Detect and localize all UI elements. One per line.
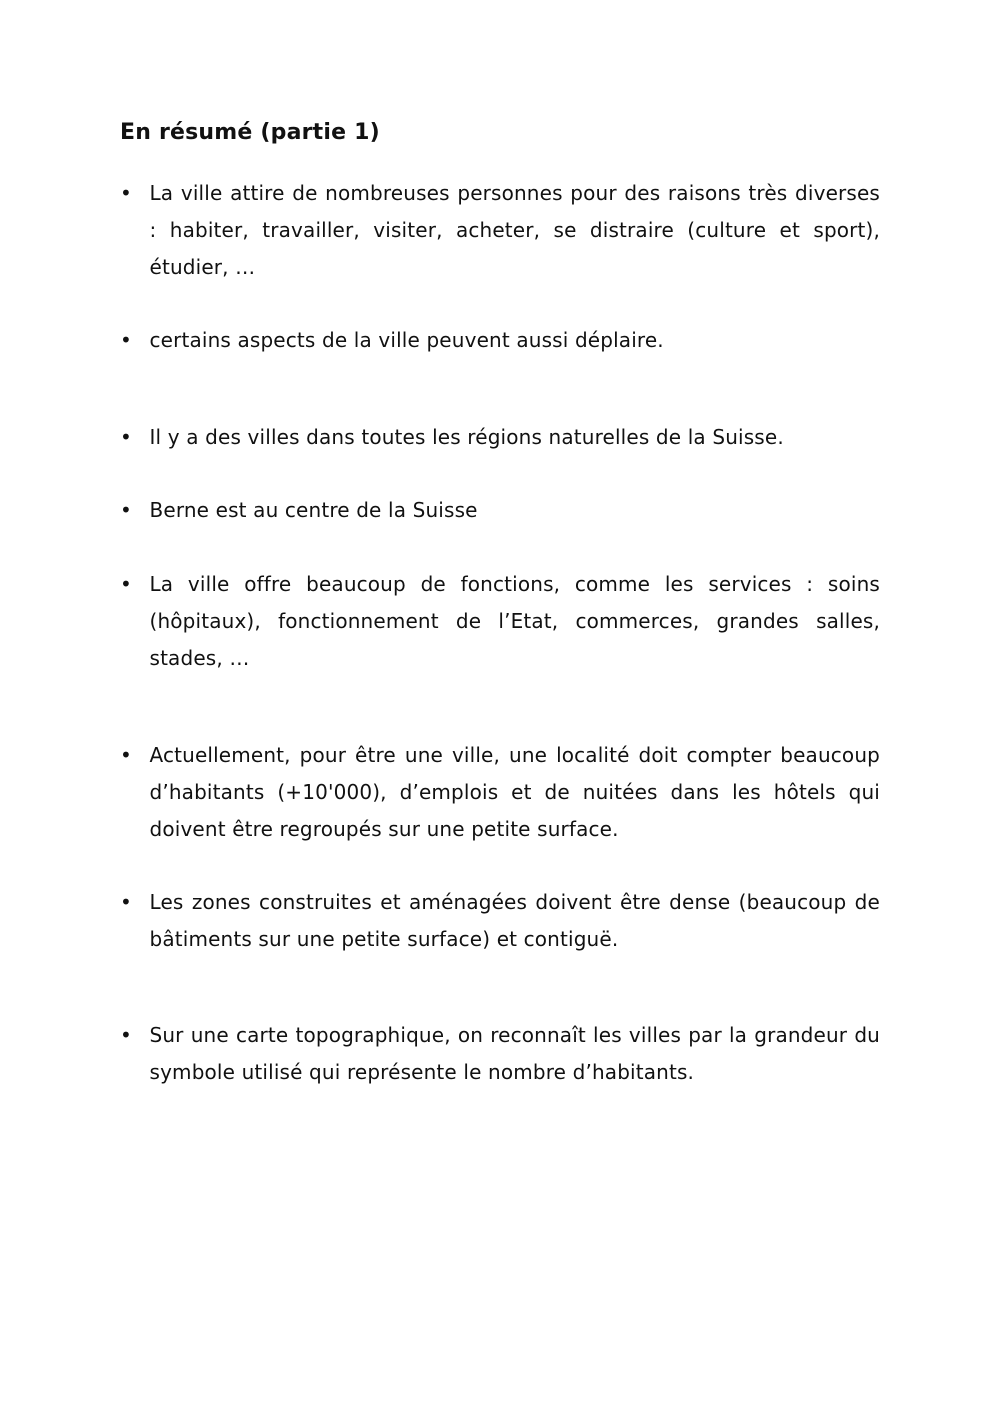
list-item: [120, 1017, 880, 1091]
list-item: [120, 884, 880, 958]
list-item-text: La ville offre beaucoup de fonctions, comme les services : soins (hôpitaux), fonctionnement de l’Etat, commerces, grandes salles, stades, …: [149, 572, 880, 670]
list-item: [120, 492, 880, 529]
bullet-icon: •: [120, 890, 132, 914]
list-item: [120, 566, 880, 677]
bullet-icon: •: [120, 425, 132, 449]
list-item-text: Il y a des villes dans toutes les régions naturelles de la Suisse.: [149, 425, 784, 449]
list-item-text: Actuellement, pour être une ville, une localité doit compter beaucoup d’habitants (+10'000), d’emplois et de nuitées dans les hôtels qui doivent être regroupés sur une petite surface.: [149, 743, 880, 841]
list-item-text: Sur une carte topographique, on reconnaît les villes par la grandeur du symbole utilisé qui représente le nombre d’habitants.: [149, 1023, 880, 1084]
bullet-icon: •: [120, 743, 132, 767]
bullet-icon: •: [120, 572, 132, 596]
list-item: [120, 175, 880, 286]
bullet-icon: •: [120, 328, 132, 352]
page-title: En résumé (partie 1): [120, 120, 380, 145]
list-item-text: Berne est au centre de la Suisse: [149, 498, 478, 522]
list-item-text: Les zones construites et aménagées doivent être dense (beaucoup de bâtiments sur une petite surface) et contiguë.: [149, 890, 880, 951]
bullet-icon: •: [120, 1023, 132, 1047]
list-item: [120, 737, 880, 848]
list-item: [120, 322, 880, 359]
list-item-text: certains aspects de la ville peuvent aussi déplaire.: [149, 328, 664, 352]
list-item-text: La ville attire de nombreuses personnes pour des raisons très diverses : habiter, travailler, visiter, acheter, se distraire (culture et sport), étudier, …: [149, 181, 880, 279]
list-item: [120, 419, 880, 456]
bullet-icon: •: [120, 498, 132, 522]
bullet-icon: •: [120, 181, 132, 205]
